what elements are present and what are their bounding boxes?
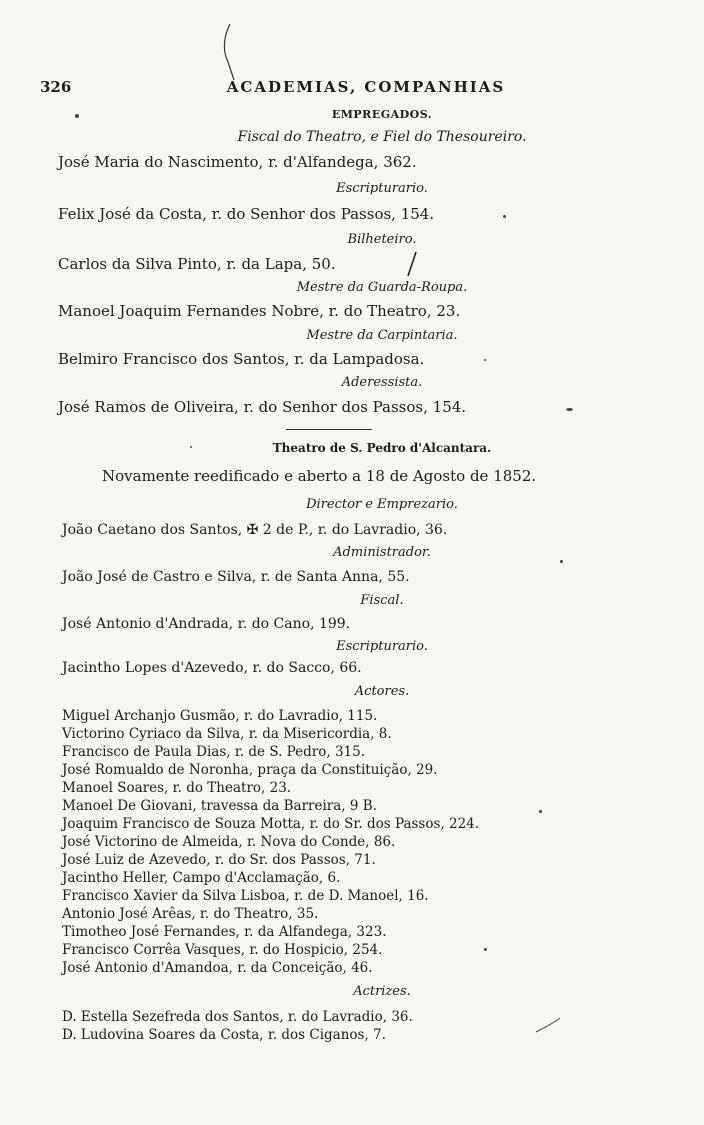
ink-speck (484, 948, 487, 951)
entry-line: José Antonio d'Andrada, r. do Cano, 199. (62, 616, 351, 632)
entry-line: Manoel Joaquim Fernandes Nobre, r. do Theatro, 23. (58, 302, 461, 320)
ink-speck (560, 560, 563, 563)
ink-speck (75, 114, 79, 118)
actor-entry: José Victorino de Almeida, r. Nova do Conde, 86. (62, 834, 396, 850)
actor-entry: José Antonio d'Amandoa, r. da Conceição, 46. (62, 960, 373, 976)
role-heading: Fiscal do Theatro, e Fiel do Thesoureiro. (237, 129, 527, 145)
section-divider (286, 429, 372, 430)
actor-entry: Francisco Xavier da Silva Lisboa, r. de D. Manoel, 16. (62, 888, 429, 904)
actor-entry: Antonio José Arêas, r. do Theatro, 35. (62, 906, 319, 922)
role-heading: Mestre da Carpintaria. (306, 328, 458, 343)
actor-entry: José Luiz de Azevedo, r. do Sr. dos Passos, 71. (62, 852, 376, 868)
ink-speck (539, 810, 542, 813)
entry-line: José Ramos de Oliveira, r. do Senhor dos Passos, 154. (58, 398, 467, 416)
entry-line: Felix José da Costa, r. do Senhor dos Passos, 154. (58, 205, 435, 223)
role-heading: Administrador. (333, 545, 431, 560)
ink-speck (566, 408, 573, 411)
role-heading: Bilheteiro. (347, 232, 417, 247)
actor-entry: Francisco de Paula Dias, r. de S. Pedro, 315. (62, 744, 366, 760)
actor-entry: Manoel Soares, r. do Theatro, 23. (62, 780, 292, 796)
page-number: 326 (40, 78, 72, 96)
section-note: Novamente reedificado e aberto a 18 de Agosto de 1852. (102, 467, 537, 485)
actor-entry: Joaquim Francisco de Souza Motta, r. do Sr. dos Passos, 224. (62, 816, 480, 832)
pen-stroke-margin (534, 1016, 562, 1036)
actor-entry: Timotheo José Fernandes, r. da Alfandega, 323. (62, 924, 387, 940)
ink-speck (190, 446, 192, 448)
entry-line: Belmiro Francisco dos Santos, r. da Lampadosa. (58, 350, 425, 368)
actor-entry: José Romualdo de Noronha, praça da Constituição, 29. (62, 762, 438, 778)
role-heading: Actores. (354, 684, 410, 699)
pen-stroke-top (218, 22, 238, 82)
actress-entry: D. Ludovina Soares da Costa, r. dos Ciganos, 7. (62, 1027, 386, 1043)
running-head: ACADEMIAS, COMPANHIAS (226, 78, 506, 96)
ink-speck (484, 359, 486, 361)
pen-stroke-mark (404, 250, 420, 278)
role-heading: Escripturario. (336, 639, 428, 654)
role-heading: Fiscal. (360, 593, 404, 608)
entry-line: João Caetano dos Santos, ✠ 2 de P., r. do Lavradio, 36. (62, 522, 448, 538)
role-heading: Aderessista. (341, 375, 423, 390)
actor-entry: Manoel De Giovani, travessa da Barreira, 9 B. (62, 798, 377, 814)
entry-line: José Maria do Nascimento, r. d'Alfandega, 362. (58, 153, 417, 171)
entry-line: Carlos da Silva Pinto, r. da Lapa, 50. (58, 255, 336, 273)
section-heading-empregados: EMPREGADOS. (331, 108, 433, 121)
actor-entry: Jacintho Heller, Campo d'Acclamação, 6. (62, 870, 341, 886)
role-heading: Director e Emprezario. (306, 497, 458, 512)
section-heading-theatro: Theatro de S. Pedro d'Alcantara. (272, 441, 492, 455)
role-heading: Escripturario. (336, 181, 428, 196)
ink-speck (503, 215, 506, 218)
actor-entry: Miguel Archanjo Gusmão, r. do Lavradio, 115. (62, 708, 378, 724)
actor-entry: Victorino Cyriaco da Silva, r. da Misericordia, 8. (62, 726, 392, 742)
entry-line: Jacintho Lopes d'Azevedo, r. do Sacco, 66. (62, 660, 362, 676)
role-heading: Mestre da Guarda-Roupa. (296, 280, 468, 295)
actor-entry: Francisco Corrêa Vasques, r. do Hospicio, 254. (62, 942, 383, 958)
actress-entry: D. Estella Sezefreda dos Santos, r. do Lavradio, 36. (62, 1009, 413, 1025)
entry-line: João José de Castro e Silva, r. de Santa Anna, 55. (62, 569, 410, 585)
role-heading: Actrizes. (353, 984, 411, 999)
